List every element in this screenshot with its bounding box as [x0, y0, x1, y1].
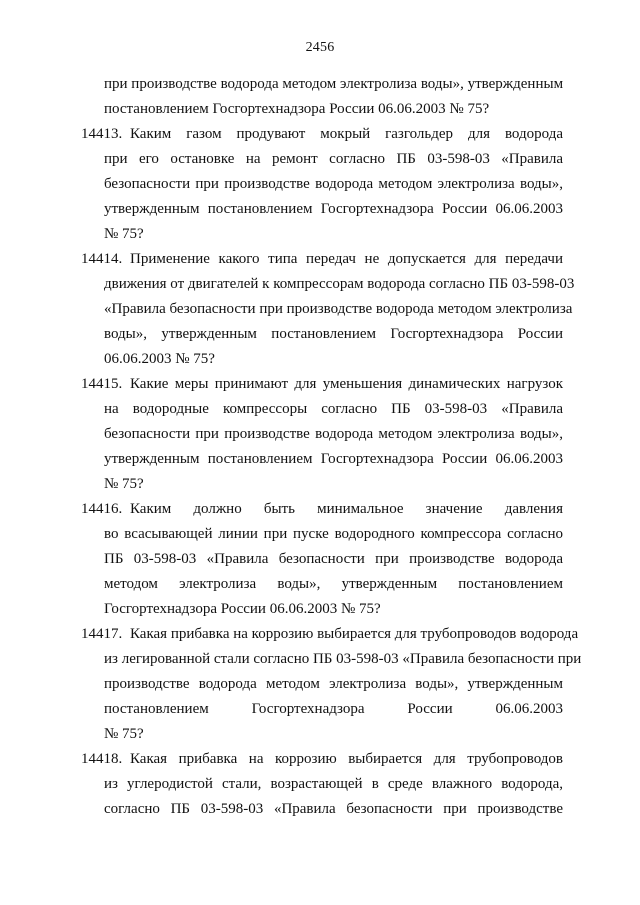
question-line: № 75?	[104, 226, 144, 242]
question-line: ПБ 03-598-03 «Правила безопасности при производстве водорода	[104, 551, 563, 567]
question-line: движения от двигателей к компрессорам водорода согласно ПБ 03-598-03	[104, 276, 575, 292]
question-line: из углеродистой стали, возрастающей в среде влажного водорода,	[104, 776, 563, 792]
question-number: 14417.	[81, 626, 123, 642]
question-line: утвержденным постановлением Госгортехнадзора России 06.06.2003	[104, 451, 563, 467]
question-line: согласно ПБ 03-598-03 «Правила безопасности при производстве	[104, 801, 563, 817]
question-line: на водородные компрессоры согласно ПБ 03-598-03 «Правила	[104, 401, 563, 417]
text-line: постановлением Госгортехнадзора России 06.06.2003 № 75?	[104, 101, 490, 117]
question-number: 14418.	[81, 751, 123, 767]
question-line: во всасывающей линии при пуске водородного компрессора согласно	[104, 526, 563, 542]
question-line: методом электролиза воды», утвержденным постановлением	[104, 576, 563, 592]
question-line: воды», утвержденным постановлением Госгортехнадзора России	[104, 326, 563, 342]
page-number: 2456	[305, 40, 335, 55]
question-line: 06.06.2003 № 75?	[104, 351, 215, 367]
question-line: безопасности при производстве водорода методом электролиза воды»,	[104, 426, 563, 442]
question-line: производстве водорода методом электролиза воды», утвержденным	[104, 676, 563, 692]
question-line: № 75?	[104, 476, 144, 492]
text-line: при производстве водорода методом электролиза воды», утвержденным	[104, 76, 564, 92]
question-line: Каким должно быть минимальное значение давления	[130, 501, 563, 517]
question-line: при его остановке на ремонт согласно ПБ 03-598-03 «Правила	[104, 151, 563, 167]
question-line: Какие меры принимают для уменьшения динамических нагрузок	[130, 376, 563, 392]
question-line: «Правила безопасности при производстве водорода методом электролиза	[104, 301, 573, 317]
question-line: № 75?	[104, 726, 144, 742]
question-line: из легированной стали согласно ПБ 03-598-03 «Правила безопасности при	[104, 651, 582, 667]
question-number: 14413.	[81, 126, 123, 142]
question-line: безопасности при производстве водорода методом электролиза воды»,	[104, 176, 563, 192]
question-line: Какая прибавка на коррозию выбирается для трубопроводов	[130, 751, 563, 767]
question-number: 14416.	[81, 501, 123, 517]
question-number: 14414.	[81, 251, 123, 267]
question-number: 14415.	[81, 376, 123, 392]
question-line: постановлением Госгортехнадзора России 06.06.2003	[104, 701, 563, 717]
question-line: Какая прибавка на коррозию выбирается для трубопроводов водорода	[130, 626, 579, 642]
question-line: Применение какого типа передач не допускается для передачи	[130, 251, 563, 267]
question-line: Госгортехнадзора России 06.06.2003 № 75?	[104, 601, 381, 617]
question-line: Каким газом продувают мокрый газгольдер для водорода	[130, 126, 563, 142]
question-line: утвержденным постановлением Госгортехнадзора России 06.06.2003	[104, 201, 563, 217]
